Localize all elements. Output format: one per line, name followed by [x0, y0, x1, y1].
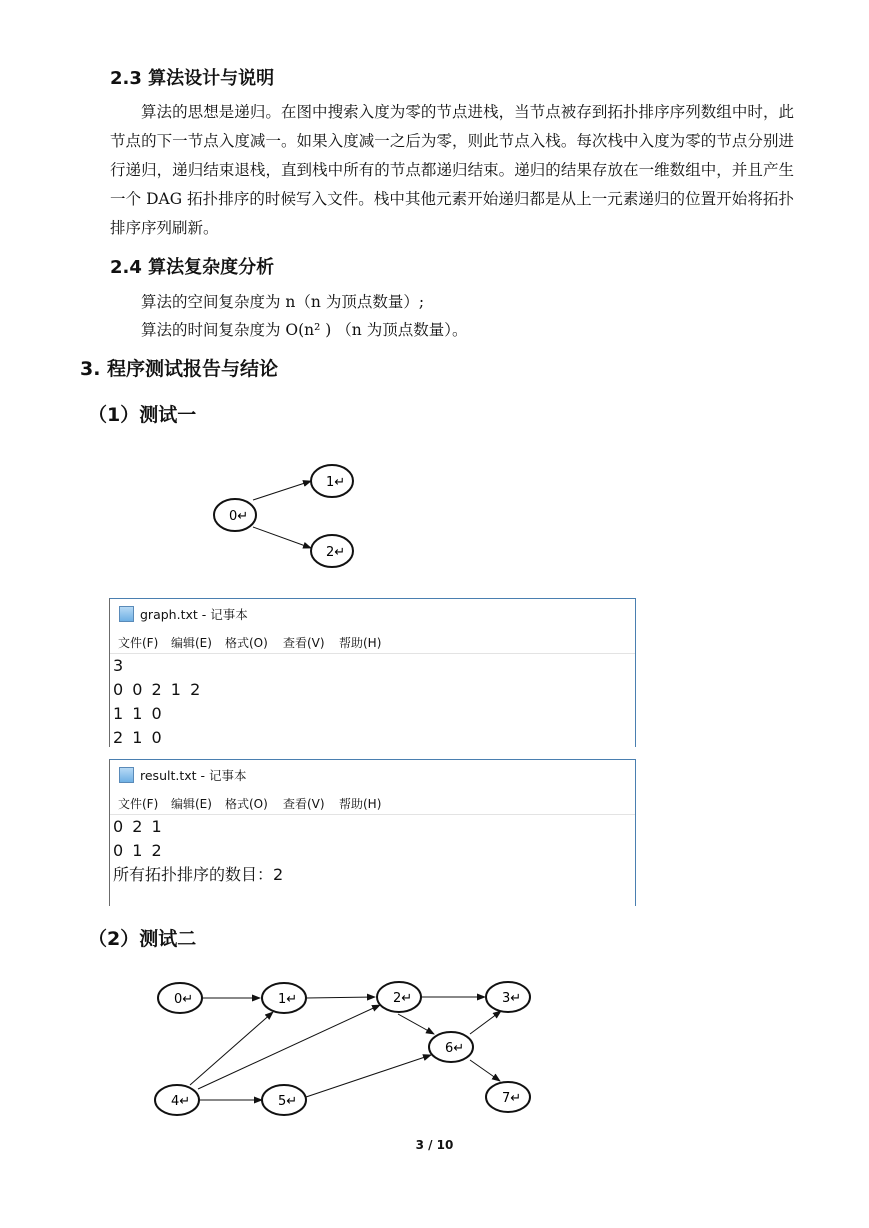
- notepad-file-icon: [119, 767, 134, 783]
- menu-format[interactable]: 格式(O): [225, 797, 268, 811]
- svg-text:3↵: 3↵: [502, 991, 522, 1006]
- node-5: [262, 1085, 306, 1115]
- edge-2-6: [398, 1014, 434, 1034]
- node-4: [155, 1085, 199, 1115]
- edge-6-3: [470, 1011, 501, 1034]
- edge-0-1: [253, 481, 311, 500]
- menu-edit[interactable]: 编辑(E): [171, 797, 212, 811]
- node-0: [214, 499, 256, 531]
- menu-file[interactable]: 文件(F): [118, 636, 159, 650]
- edge-0-2: [253, 527, 311, 548]
- time-complexity-line: 算法的时间复杂度为 O(n² ) （n 为顶点数量）。: [141, 321, 468, 339]
- menu-view[interactable]: 查看(V): [283, 636, 325, 650]
- svg-text:5↵: 5↵: [278, 1094, 298, 1109]
- text-line: 1 1 0: [113, 704, 164, 723]
- section-2-3-paragraph: 算法的思想是递归。在图中搜索入度为零的节点进栈，当节点被存到拓扑排序序列数组中时，此节点的下一节点入度减一。如果入度减一之后为零，则此节点入栈。每次栈中入度为零的节点分别进行递归，递归结束退栈，直到栈中所有的节点都递归结束。递归的结果存放在一维数组中，并且产生一个 DAG 拓扑排序的时候写入文件。栈中其他元素开始递归都是从上一元素递归的位置开始将拓扑排序序列刷新。: [110, 103, 794, 237]
- test-1-graph: [200, 455, 370, 575]
- test-2-title: （2）测试二: [88, 928, 197, 950]
- node-7: [486, 1082, 530, 1112]
- test-2-graph: [140, 972, 540, 1122]
- graph-notepad-window: [109, 598, 636, 747]
- svg-text:1↵: 1↵: [326, 475, 346, 490]
- page-number: 3 / 10: [415, 1138, 454, 1152]
- text-line: 所有拓扑排序的数目：2: [113, 865, 284, 884]
- svg-text:0↵: 0↵: [229, 509, 249, 524]
- text-line: 2 1 0: [113, 728, 164, 747]
- svg-text:0↵: 0↵: [174, 992, 194, 1007]
- window-title: result.txt - 记事本: [140, 768, 247, 783]
- svg-text:2↵: 2↵: [393, 991, 413, 1006]
- edge-5-6: [306, 1055, 431, 1097]
- svg-text:1↵: 1↵: [278, 992, 298, 1007]
- graph-text-content[interactable]: [110, 654, 635, 750]
- test-1-title: （1）测试一: [88, 404, 197, 426]
- menu-help[interactable]: 帮助(H): [339, 636, 382, 650]
- menu-view[interactable]: 查看(V): [283, 797, 325, 811]
- edge-6-7: [470, 1060, 500, 1081]
- menu-file[interactable]: 文件(F): [118, 797, 159, 811]
- svg-text:4↵: 4↵: [171, 1094, 191, 1109]
- window-title: graph.txt - 记事本: [140, 607, 248, 622]
- section-2-4-heading: 2.4 算法复杂度分析: [110, 257, 275, 278]
- svg-text:6↵: 6↵: [445, 1041, 465, 1056]
- node-3: [486, 982, 530, 1012]
- text-line: 0 0 2 1 2: [113, 680, 203, 699]
- space-complexity-line: 算法的空间复杂度为 n（n 为顶点数量）;: [141, 293, 425, 311]
- result-notepad-window: [109, 759, 636, 906]
- svg-text:7↵: 7↵: [502, 1091, 522, 1106]
- section-2-3-heading: 2.3 算法设计与说明: [110, 68, 275, 89]
- node-2: [377, 982, 421, 1012]
- node-1: [262, 983, 306, 1013]
- text-line: 3: [113, 656, 126, 675]
- text-line: 0 1 2: [113, 841, 164, 860]
- text-line: 0 2 1: [113, 817, 164, 836]
- menu-edit[interactable]: 编辑(E): [171, 636, 212, 650]
- node-1: [311, 465, 353, 497]
- menu-format[interactable]: 格式(O): [225, 636, 268, 650]
- edge-4-2: [198, 1005, 380, 1089]
- node-2: [311, 535, 353, 567]
- svg-text:2↵: 2↵: [326, 545, 346, 560]
- notepad-file-icon: [119, 606, 134, 622]
- node-0: [158, 983, 202, 1013]
- edge-1-2: [306, 997, 375, 998]
- section-3-heading: 3. 程序测试报告与结论: [80, 358, 279, 380]
- result-text-content[interactable]: [110, 815, 635, 887]
- menu-help[interactable]: 帮助(H): [339, 797, 382, 811]
- node-6: [429, 1032, 473, 1062]
